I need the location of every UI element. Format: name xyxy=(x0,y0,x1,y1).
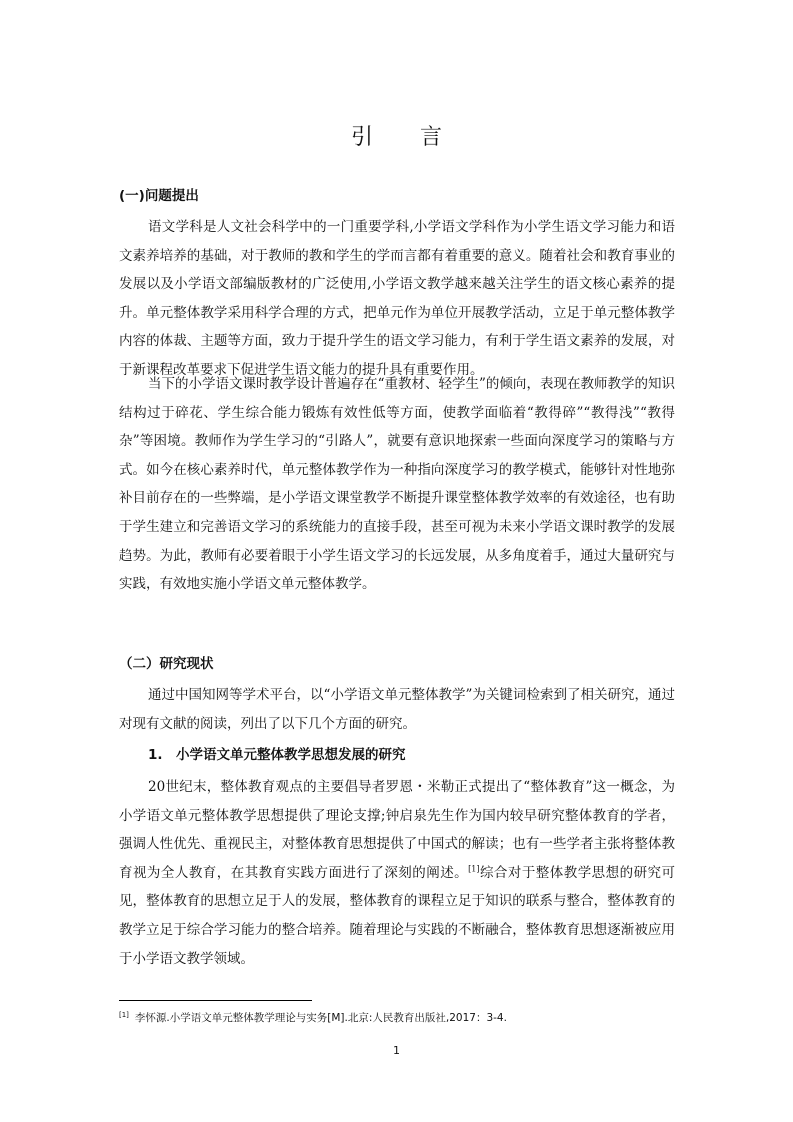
paragraph-1: 语文学科是人文社会科学中的一门重要学科,小学语文学科作为小学生语文学习能力和语文素养培养的基础，对于教师的教和学生的学而言都有着重要的意义。随着社会和教育事业的发展以及小学语文部编版教材的广泛使用,小学语文教学越来越关注学生的语文核心素养的提升。单元整体教学采用科学合理的方式，把单元作为单位开展教学活动，立足于单元整体教学内容的体裁、主题等方面，致力于提升学生的语文学习能力，有利于学生语文素养的发展，对于新课程改革要求下促进学生语文能力的提升具有重要作用。 xyxy=(119,219,675,378)
section-heading-problem: (一)问题提出 xyxy=(119,188,199,204)
subsection-number: 1. xyxy=(148,747,163,763)
paragraph-4-text-b: 综合对于整体教学思想的研究可见，整体教育的思想立足于人的发展，整体教育的课程立足于知识的联系与整合，整体教育的教学立足于综合学习能力的整合培养。随着理论与实践的不断融合，整体教育思想逐渐被应用于小学语文教学领域。 xyxy=(119,864,676,967)
page-number: 1 xyxy=(393,1044,400,1057)
citation-ref-1[interactable]: [1] xyxy=(468,864,480,874)
footnote-mark: [1] xyxy=(119,1010,129,1019)
subsection-heading-1 xyxy=(148,745,406,765)
section-heading-research: （二）研究现状 xyxy=(119,656,214,672)
footnote xyxy=(119,1010,507,1026)
paragraph-4-text-a: 20世纪末，整体教育观点的主要倡导者罗恩・米勒正式提出了“整体教育”这一概念，为小学语文单元整体教学思想提供了理论支撑;钟启泉先生作为国内较早研究整体教育的学者，强调人性优先、重视民主，对整体教育思想提供了中国式的解读；也有一些学者主张将整体教育视为全人教育，在其教育实践方面进行了深刻的阐述。 xyxy=(119,779,675,881)
paragraph-4 xyxy=(119,773,675,973)
paragraph-3: 通过中国知网等学术平台，以“小学语文单元整体教学”为关键词检索到了相关研究，通过对现有文献的阅读，列出了以下几个方面的研究。 xyxy=(119,687,675,732)
subsection-title: 小学语文单元整体教学思想发展的研究 xyxy=(176,747,406,763)
footnote-text: 李怀源.小学语文单元整体教学理论与实务[M].北京:人民教育出版社,2017：3-4. xyxy=(134,1012,507,1024)
page-title: 引 言 xyxy=(351,125,462,150)
footnote-divider xyxy=(119,1000,312,1001)
paragraph-2: 当下的小学语文课时教学设计普遍存在“重教材、轻学生”的倾向，表现在教师教学的知识结构过于碎花、学生综合能力锻炼有效性低等方面，使教学面临着“教得碎”“教得浅”“教得杂”等困境。教师作为学生学习的“引路人”，就要有意识地探索一些面向深度学习的策略与方式。如今在核心素养时代，单元整体教学作为一种指向深度学习的教学模式，能够针对性地弥补目前存在的一些弊端，是小学语文课堂教学不断提升课堂整体教学效率的有效途径，也有助于学生建立和完善语文学习的系统能力的直接手段，甚至可视为未来小学语文课时教学的发展趋势。为此，教师有必要着眼于小学生语文学习的长远发展，从多角度着手，通过大量研究与实践，有效地实施小学语文单元整体教学。 xyxy=(119,376,675,593)
